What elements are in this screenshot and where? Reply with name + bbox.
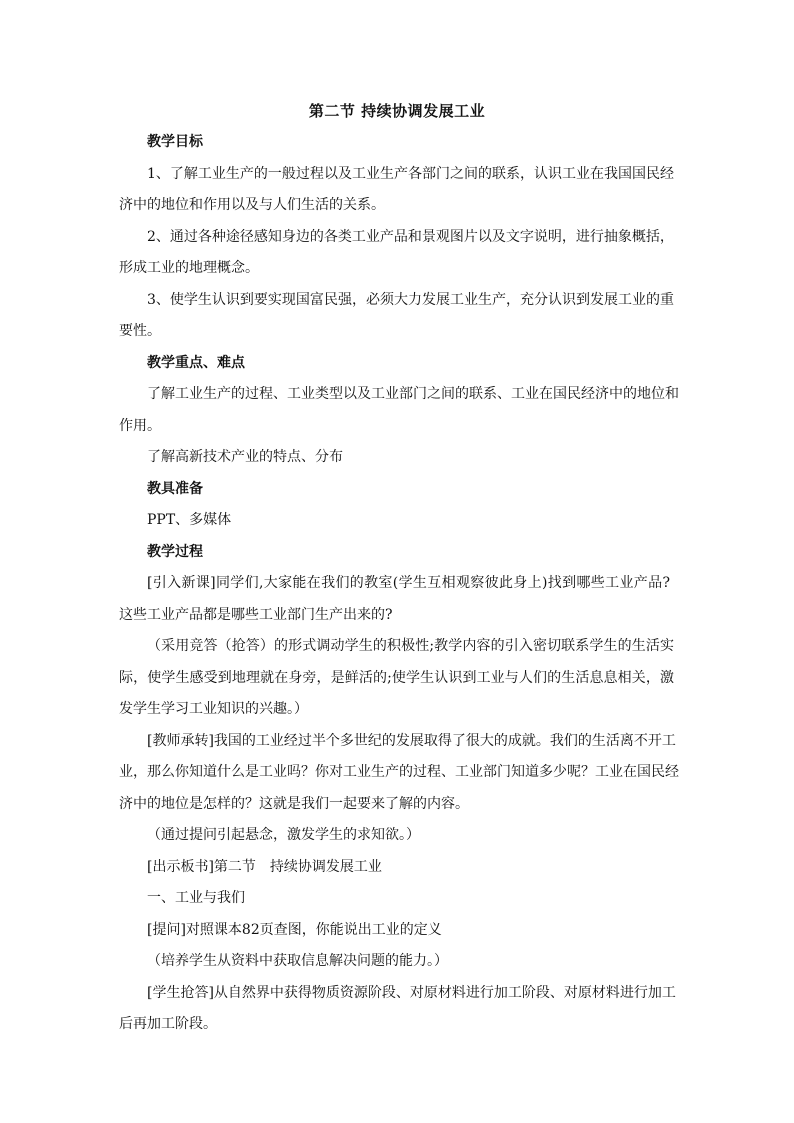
process-intro-line-2: 这些工业产品都是哪些工业部门生产出来的?: [119, 607, 393, 623]
process-intro-line-1: [引入新课]同学们,大家能在我们的教室(学生互相观察彼此身上)找到哪些工业产品?: [147, 575, 670, 591]
document-title: 第二节 持续协调发展工业: [308, 102, 486, 120]
process-note-1-line-1: （采用竞答（抢答）的形式调动学生的积极性;教学内容的引入密切联系学生的生活实: [147, 638, 674, 654]
process-note-1-line-3: 发学生学习工业知识的兴趣。）: [119, 701, 308, 717]
process-note-1-line-2: 际，使学生感受到地理就在身旁，是鲜活的;使学生认识到工业与人们的生活息息相关，激: [119, 670, 674, 686]
process-transition-line-3: 济中的地位是怎样的？这就是我们一起要来了解的内容。: [119, 796, 469, 812]
process-note-2: （通过提问引起悬念，激发学生的求知欲。）: [147, 827, 420, 843]
tools-text: PPT、多媒体: [147, 512, 232, 528]
objective-3-line-1: 3、使学生认识到要实现国富民强，必须大力发展工业生产，充分认识到发展工业的重: [147, 292, 674, 308]
blackboard-title: [出示板书]第二节 持续协调发展工业: [147, 859, 382, 875]
objective-3-line-2: 要性。: [119, 323, 161, 339]
student-answer-line-2: 后再加工阶段。: [119, 1016, 217, 1032]
process-note-3: （培养学生从资料中获取信息解决问题的能力。）: [147, 953, 448, 969]
objective-1-line-1: 1、了解工业生产的一般过程以及工业生产各部门之间的联系，认识工业在我国国民经: [147, 166, 674, 182]
heading-tools: 教具准备: [147, 481, 203, 497]
keypoint-2: 了解高新技术产业的特点、分布: [147, 449, 343, 465]
process-transition-line-1: [教师承转]我国的工业经过半个多世纪的发展取得了很大的成就。我们的生活离不开工: [147, 733, 676, 749]
section-heading-industry: 一、工业与我们: [147, 890, 245, 906]
objective-2-line-1: 2、通过各种途径感知身边的各类工业产品和景观图片以及文字说明，进行抽象概括，: [147, 229, 674, 245]
heading-process: 教学过程: [147, 544, 203, 560]
objective-2-line-2: 形成工业的地理概念。: [119, 260, 259, 276]
heading-objectives: 教学目标: [147, 134, 203, 150]
process-transition-line-2: 业，那么你知道什么是工业吗？你对工业生产的过程、工业部门知道多少呢？工业在国民经: [119, 764, 679, 780]
keypoint-1-line-2: 作用。: [119, 418, 161, 434]
heading-keypoints: 教学重点、难点: [147, 355, 245, 371]
keypoint-1-line-1: 了解工业生产的过程、工业类型以及工业部门之间的联系、工业在国民经济中的地位和: [147, 386, 679, 402]
objective-1-line-2: 济中的地位和作用以及与人们生活的关系。: [119, 197, 385, 213]
question-text: [提问]对照课本82页查图，你能说出工业的定义: [147, 922, 442, 938]
student-answer-line-1: [学生抢答]从自然界中获得物质资源阶段、对原材料进行加工阶段、对原材料进行加工: [147, 985, 676, 1001]
